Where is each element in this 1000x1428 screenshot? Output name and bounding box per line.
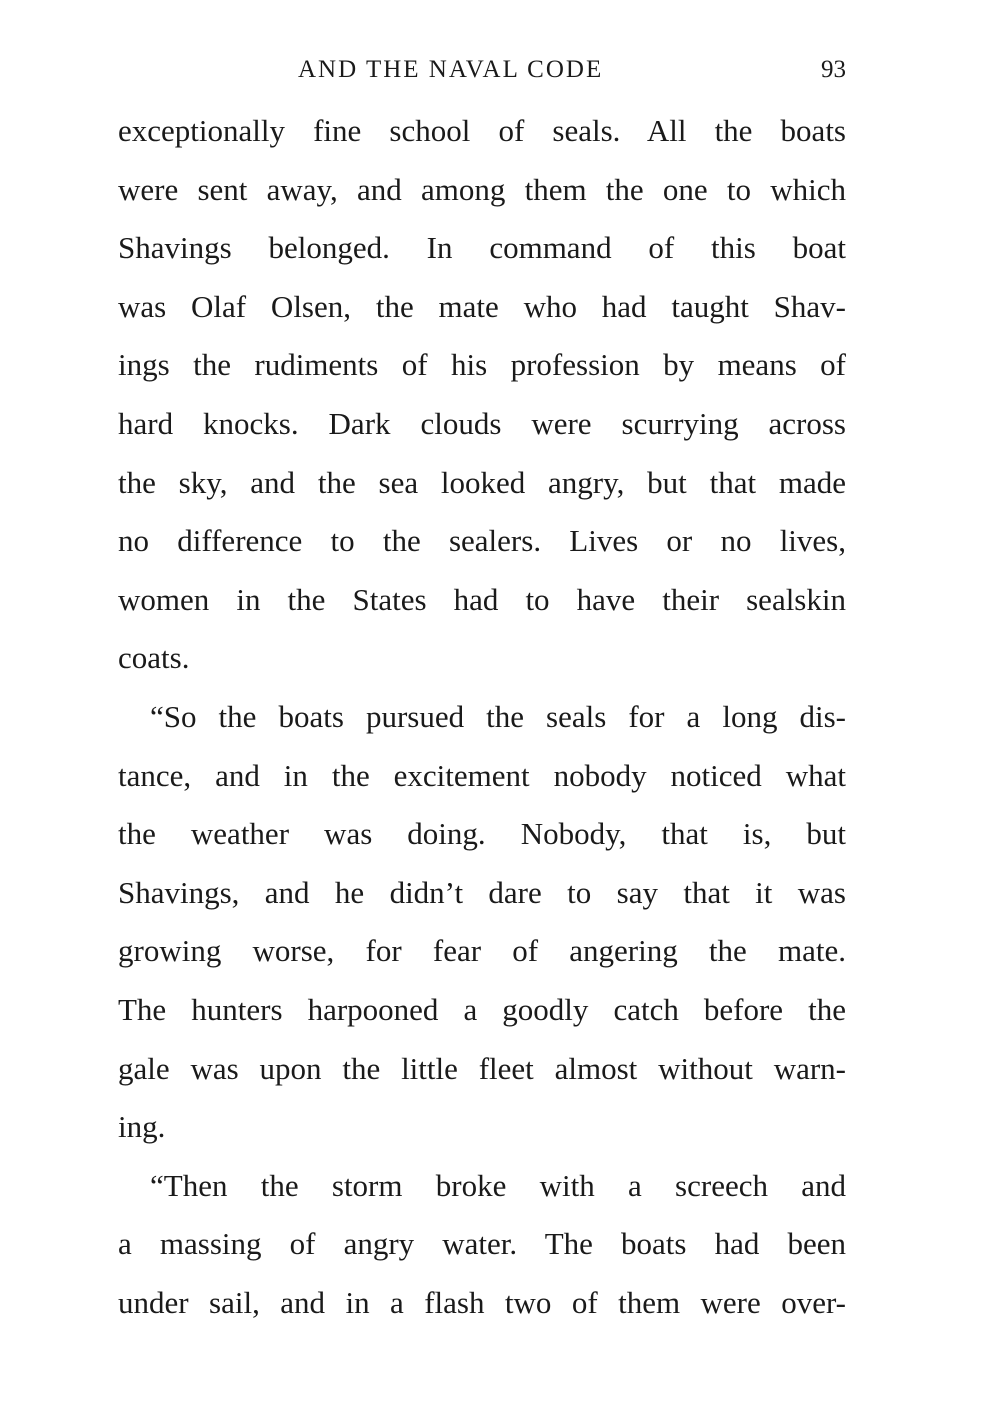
text-line: growing worse, for fear of angering the mate. (118, 933, 846, 969)
text-line: were sent away, and among them the one to which (118, 171, 846, 207)
text-line: “So the boats pursued the seals for a long dis- (150, 698, 846, 734)
text-line: ings the rudiments of his profession by means of (118, 347, 846, 383)
running-title: AND THE NAVAL CODE (298, 56, 604, 83)
text-line: gale was upon the little fleet almost without warn- (118, 1050, 846, 1086)
text-line: tance, and in the excitement nobody noticed what (118, 757, 846, 793)
text-line: the weather was doing. Nobody, that is, but (118, 816, 846, 852)
text-line: coats. (118, 640, 190, 676)
text-line: was Olaf Olsen, the mate who had taught Shav- (118, 288, 846, 324)
body-text (118, 102, 846, 1332)
text-line: hard knocks. Dark clouds were scurrying across (118, 405, 846, 441)
text-line: “Then the storm broke with a screech and (150, 1167, 846, 1203)
text-line: ing. (118, 1109, 166, 1145)
text-line: Shavings, and he didn’t dare to say that it was (118, 874, 846, 910)
text-line: Shavings belonged. In command of this boat (118, 230, 846, 266)
text-line: no difference to the sealers. Lives or no lives, (118, 523, 846, 559)
text-line: exceptionally fine school of seals. All the boats (118, 113, 846, 148)
text-line: a massing of angry water. The boats had been (118, 1226, 846, 1262)
running-head (118, 52, 846, 88)
text-line: women in the States had to have their sealskin (118, 581, 846, 617)
page-number: 93 (821, 56, 846, 83)
text-line: under sail, and in a flash two of them were over- (118, 1284, 846, 1320)
text-line: the sky, and the sea looked angry, but that made (118, 464, 846, 500)
text-line: The hunters harpooned a goodly catch before the (118, 991, 846, 1027)
